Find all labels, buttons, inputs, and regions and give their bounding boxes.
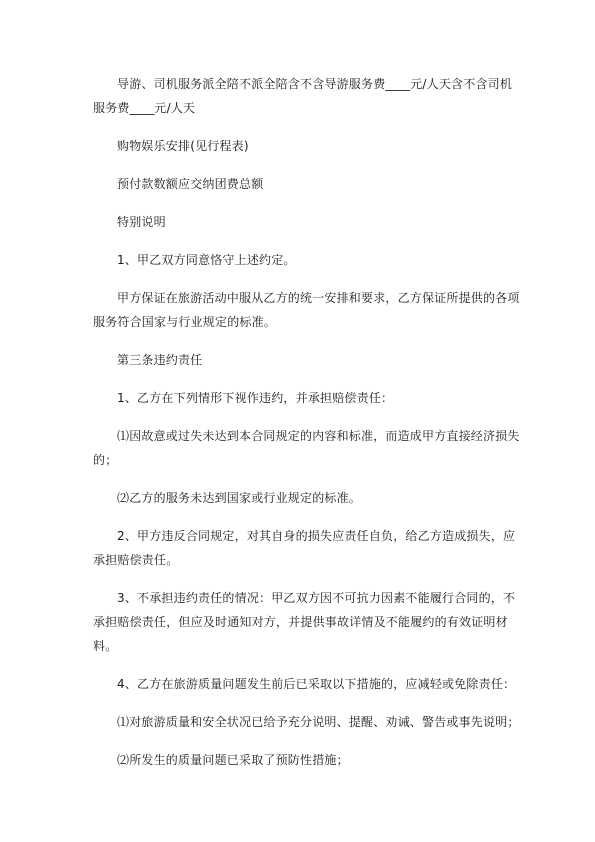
paragraph-liability-2: 2、甲方违反合同规定，对其自身的损失应责任自负，给乙方造成损失，应承担赔偿责任。 xyxy=(93,529,516,567)
paragraph-liability-4-item-2: ⑵所发生的质量问题已采取了预防性措施； xyxy=(117,753,349,767)
section-heading-liability: 第三条违约责任 xyxy=(117,353,203,367)
paragraph-shopping: 购物娱乐安排(见行程表) xyxy=(117,139,249,153)
paragraph-liability-4-item-1: ⑴对旅游质量和安全状况已给予充分说明、提醒、劝诫、警告或事先说明； xyxy=(117,715,520,729)
paragraph-service-fees: 导游、司机服务派全陪不派全陪含不含导游服务费____元/人天含不含司机服务费____元/人天 xyxy=(93,77,513,115)
paragraph-liability-1-item-2: ⑵乙方的服务未达到国家或行业规定的标准。 xyxy=(117,491,362,505)
paragraph-liability-4: 4、乙方在旅游质量问题发生前后已采取以下措施的，应减轻或免除责任： xyxy=(117,677,516,691)
paragraph-prepayment: 预付款数额应交纳团费总额 xyxy=(117,177,264,191)
paragraph-agreement: 1、甲乙双方同意恪守上述约定。 xyxy=(117,253,296,267)
document-body xyxy=(93,72,523,772)
paragraph-liability-3: 3、不承担违约责任的情况：甲乙双方因不可抗力因素不能履行合同的，不承担赔偿责任，但应及时通知对方，并提供事故详情及不能履约的有效证明材料。 xyxy=(93,591,516,653)
paragraph-guarantee: 甲方保证在旅游活动中服从乙方的统一安排和要求，乙方保证所提供的各项服务符合国家与行业规定的标准。 xyxy=(93,291,520,329)
paragraph-special-notes-heading: 特别说明 xyxy=(117,215,166,229)
paragraph-liability-1: 1、乙方在下列情形下视作违约，并承担赔偿责任： xyxy=(117,391,394,405)
paragraph-liability-1-item-1: ⑴因故意或过失未达到本合同规定的内容和标准，而造成甲方直接经济损失的； xyxy=(93,429,520,467)
